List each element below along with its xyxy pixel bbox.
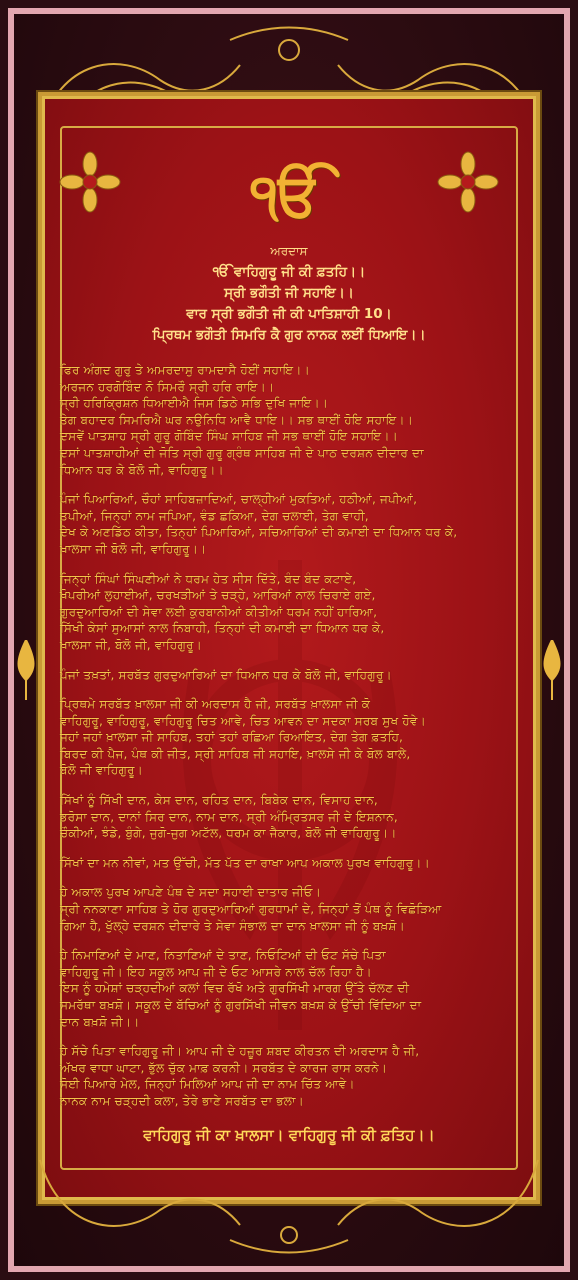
flower-ornament-right-icon bbox=[436, 150, 500, 214]
text-line: ਗਿਆ ਹੈ, ਖੁੱਲ੍ਹੇ ਦਰਸ਼ਨ ਦੀਦਾਰੇ ਤੇ ਸੇਵਾ ਸੰਭਾਲ ਦਾ ਦਾਨ ਖ਼ਾਲਸਾ ਜੀ ਨੂੰ ਬਖ਼ਸ਼ੋ। bbox=[60, 918, 405, 933]
text-line: ਇਸ ਨੂੰ ਹਮੇਸ਼ਾਂ ਚੜ੍ਹਦੀਆਂ ਕਲਾਂ ਵਿਚ ਰੱਖੋ ਅਤੇ ਗੁਰਸਿੱਖੀ ਮਾਰਗ ਉੱਤੇ ਚੱਲਣ ਦੀ bbox=[60, 981, 410, 996]
text-line: ਸਮਰੱਥਾ ਬਖ਼ਸ਼ੋ। ਸਕੂਲ ਦੇ ਬੱਚਿਆਂ ਨੂੰ ਗੁਰਸਿੱਖੀ ਜੀਵਨ ਬਖ਼ਸ਼ ਕੇ ਉੱਚੀ ਵਿੱਦਿਆ ਦਾ bbox=[60, 998, 422, 1012]
text-line: ਚੌਕੀਆਂ, ਝੰਡੇ, ਬੁੰਗੇ, ਜੁਗੋ-ਜੁਗ ਅਟੱਲ, ਧਰਮ ਕਾ ਜੈਕਾਰ, ਬੋਲੋ ਜੀ ਵਾਹਿਗੁਰੂ।। bbox=[60, 826, 397, 841]
paragraph bbox=[60, 855, 525, 872]
text-line: ਗੁਰਦੁਆਰਿਆਂ ਦੀ ਸੇਵਾ ਲਈ ਕੁਰਬਾਨੀਆਂ ਕੀਤੀਆਂ ਧਰਮ ਨਹੀਂ ਹਾਰਿਆ, bbox=[60, 604, 378, 619]
text-line: ਤਪੀਆਂ, ਜਿਨ੍ਹਾਂ ਨਾਮ ਜਪਿਆ, ਵੰਡ ਛਕਿਆ, ਦੇਗ ਚਲਾਈ, ਤੇਗ ਵਾਹੀ, bbox=[60, 508, 369, 523]
ik-onkar-symbol bbox=[230, 160, 342, 230]
text-line: ਸਿੱਖਾਂ ਦਾ ਮਨ ਨੀਵਾਂ, ਮਤ ਉੱਚੀ, ਮੱਤ ਪੱਤ ਦਾ ਰਾਖਾ ਆਪ ਅਕਾਲ ਪੁਰਖ ਵਾਹਿਗੁਰੂ।। bbox=[60, 855, 430, 870]
text-line: ਸ੍ਰੀ ਨਨਕਾਣਾ ਸਾਹਿਬ ਤੇ ਹੋਰ ਗੁਰਦੁਆਰਿਆਂ ਗੁਰਧਾਮਾਂ ਦੇ, ਜਿਨ੍ਹਾਂ ਤੋਂ ਪੰਥ ਨੂੰ ਵਿਛੋੜਿਆ bbox=[60, 902, 442, 917]
text-line: ਦਾਨ ਬਖ਼ਸ਼ੋ ਜੀ।। bbox=[60, 1014, 140, 1029]
paragraph bbox=[60, 667, 525, 684]
prayer-heading bbox=[0, 240, 578, 346]
paragraph bbox=[60, 1043, 525, 1109]
text-line: ਦਸਵੇਂ ਪਾਤਸ਼ਾਹ ਸ੍ਰੀ ਗੁਰੂ ਗੋਬਿੰਦ ਸਿੰਘ ਸਾਹਿਬ ਜੀ ਸਭ ਥਾਈਂ ਹੋਇ ਸਹਾਇ।। bbox=[60, 429, 398, 444]
paragraph bbox=[60, 571, 525, 654]
text-line: ਧਿਆਨ ਧਰ ਕੇ ਬੋਲੋ ਜੀ, ਵਾਹਿਗੁਰੂ।। bbox=[60, 462, 224, 477]
ik-onkar-text: ੴ bbox=[250, 161, 322, 229]
text-line: ਜਿਨ੍ਹਾਂ ਸਿੰਘਾਂ ਸਿੰਘਣੀਆਂ ਨੇ ਧਰਮ ਹੇਤ ਸੀਸ ਦਿੱਤੇ, ਬੰਦ ਬੰਦ ਕਟਾਏ, bbox=[60, 571, 357, 586]
text-line: ਪ੍ਰਿਥਮੇ ਸਰਬੱਤ ਖ਼ਾਲਸਾ ਜੀ ਕੀ ਅਰਦਾਸ ਹੈ ਜੀ, ਸਰਬੱਤ ਖ਼ਾਲਸਾ ਜੀ ਕੋ bbox=[60, 697, 371, 712]
text-line: ਪੰਜਾਂ ਤਖ਼ਤਾਂ, ਸਰਬੱਤ ਗੁਰਦੁਆਰਿਆਂ ਦਾ ਧਿਆਨ ਧਰ ਕੇ ਬੋਲੋ ਜੀ, ਵਾਹਿਗੁਰੂ। bbox=[60, 667, 392, 682]
paragraph bbox=[60, 792, 525, 842]
text-line: ਦੇਖ ਕੇ ਅਣਡਿੱਠ ਕੀਤਾ, ਤਿਨ੍ਹਾਂ ਪਿਆਰਿਆਂ, ਸਚਿਆਰਿਆਂ ਦੀ ਕਮਾਈ ਦਾ ਧਿਆਨ ਧਰ ਕੇ, bbox=[60, 525, 458, 540]
text-line: ਫਿਰ ਅੰਗਦ ਗੁਰੁ ਤੇ ਅਮਰਦਾਸੁ ਰਾਮਦਾਸੈ ਹੋਈਂ ਸਹਾਇ।। bbox=[60, 363, 310, 377]
paragraph bbox=[60, 696, 525, 779]
text-line: ਵਾਹਿਗੁਰੂ, ਵਾਹਿਗੁਰੂ, ਵਾਹਿਗੁਰੂ ਚਿਤ ਆਵੇ, ਚਿਤ ਆਵਨ ਦਾ ਸਦਕਾ ਸਰਬ ਸੁਖ ਹੋਵੇ। bbox=[60, 713, 426, 728]
prayer-body bbox=[60, 362, 525, 1110]
heading-line: ਵਾਰ ਸ੍ਰੀ ਭਗੌਤੀ ਜੀ ਕੀ ਪਾਤਿਸ਼ਾਹੀ 10। bbox=[186, 306, 392, 322]
text-line: ਬਿਰਦ ਕੀ ਪੈਜ, ਪੰਥ ਕੀ ਜੀਤ, ਸ੍ਰੀ ਸਾਹਿਬ ਜੀ ਸਹਾਇ, ਖ਼ਾਲਸੇ ਜੀ ਕੇ ਬੋਲ ਬਾਲੇ, bbox=[60, 746, 411, 761]
text-line: ਸਿੱਖਾਂ ਨੂੰ ਸਿੱਖੀ ਦਾਨ, ਕੇਸ ਦਾਨ, ਰਹਿਤ ਦਾਨ, ਬਿਬੇਕ ਦਾਨ, ਵਿਸਾਹ ਦਾਨ, bbox=[60, 793, 378, 808]
fleur-right-icon bbox=[540, 640, 564, 700]
text-line: ਬੋਲੋ ਜੀ ਵਾਹਿਗੁਰੂ। bbox=[60, 763, 143, 778]
text-line: ਵਾਹਿਗੁਰੂ ਜੀ। ਇਹ ਸਕੂਲ ਆਪ ਜੀ ਦੇ ਓਟ ਆਸਰੇ ਨਾਲ ਚੱਲ ਰਿਹਾ ਹੈ। bbox=[60, 964, 372, 979]
paragraph bbox=[60, 947, 525, 1030]
text-line: ਸੋਈ ਪਿਆਰੇ ਮੇਲ, ਜਿਨ੍ਹਾਂ ਮਿਲਿਆਂ ਆਪ ਜੀ ਦਾ ਨਾਮ ਚਿੱਤ ਆਵੇ। bbox=[60, 1077, 355, 1092]
closing-salutation: ਵਾਹਿਗੁਰੂ ਜੀ ਕਾ ਖ਼ਾਲਸਾ। ਵਾਹਿਗੁਰੂ ਜੀ ਕੀ ਫ਼ਤਿਹ।। bbox=[143, 1126, 435, 1144]
flower-ornament-left-icon bbox=[58, 150, 122, 214]
text-line: ਪੰਜਾਂ ਪਿਆਰਿਆਂ, ਚੌਹਾਂ ਸਾਹਿਬਜ਼ਾਦਿਆਂ, ਚਾਲ੍ਹੀਆਂ ਮੁਕਤਿਆਂ, ਹਠੀਆਂ, ਜਪੀਆਂ, bbox=[60, 492, 418, 507]
text-line: ਅਰਜਨ ਹਰਗੋਬਿੰਦ ਨੋ ਸਿਮਰੌ ਸ੍ਰੀ ਹਰਿ ਰਾਇ।। bbox=[60, 379, 275, 394]
text-line: ਸ੍ਰੀ ਹਰਿਕ੍ਰਿਸ਼ਨ ਧਿਆਈਐ ਜਿਸ ਡਿਠੇ ਸਭਿ ਦੁਖਿ ਜਾਇ।। bbox=[60, 396, 329, 411]
paragraph bbox=[60, 491, 525, 557]
ornament-bottom bbox=[30, 1150, 548, 1260]
heading-line: ਸ੍ਰੀ ਭਗੌਤੀ ਜੀ ਸਹਾਇ।। bbox=[224, 285, 354, 301]
text-line: ਨਾਨਕ ਨਾਮ ਚੜ੍ਹਦੀ ਕਲਾ, ਤੇਰੇ ਭਾਣੇ ਸਰਬੱਤ ਦਾ ਭਲਾ। bbox=[60, 1093, 304, 1108]
fleur-left-icon bbox=[14, 640, 38, 700]
text-line: ਭਰੋਸਾ ਦਾਨ, ਦਾਨਾਂ ਸਿਰ ਦਾਨ, ਨਾਮ ਦਾਨ, ਸ੍ਰੀ ਅੰਮ੍ਰਿਤਸਰ ਜੀ ਦੇ ਇਸ਼ਨਾਨ, bbox=[60, 809, 398, 824]
paragraph bbox=[60, 884, 525, 934]
text-line: ਖ਼ਾਲਸਾ ਜੀ ਬੋਲੋ ਜੀ, ਵਾਹਿਗੁਰੂ।। bbox=[60, 541, 207, 556]
text-line: ਅੱਖਰ ਵਾਧਾ ਘਾਟਾ, ਭੁੱਲ ਚੁੱਕ ਮਾਫ਼ ਕਰਨੀ। ਸਰਬੱਤ ਦੇ ਕਾਰਜ ਰਾਸ ਕਰਨੇ। bbox=[60, 1060, 388, 1075]
text-line: ਜਹਾਂ ਜਹਾਂ ਖ਼ਾਲਸਾ ਜੀ ਸਾਹਿਬ, ਤਹਾਂ ਤਹਾਂ ਰਛਿਆ ਰਿਆਇਤ, ਦੇਗ ਤੇਗ ਫ਼ਤਹਿ, bbox=[60, 730, 404, 745]
text-line: ਖੋਪਰੀਆਂ ਲੁਹਾਈਆਂ, ਚਰਖੜੀਆਂ ਤੇ ਚੜ੍ਹੇ, ਆਰਿਆਂ ਨਾਲ ਚਿਰਾਏ ਗਏ, bbox=[60, 588, 376, 603]
heading-line: ਪ੍ਰਿਥਮ ਭਗੌਤੀ ਸਿਮਰਿ ਕੈ ਗੁਰ ਨਾਨਕ ਲਈਂ ਧਿਆਇ।। bbox=[152, 327, 426, 343]
text-line: ਹੇ ਨਿਮਾਣਿਆਂ ਦੇ ਮਾਣ, ਨਿਤਾਣਿਆਂ ਦੇ ਤਾਣ, ਨਿਓਟਿਆਂ ਦੀ ਓਟ ਸੱਚੇ ਪਿਤਾ bbox=[60, 948, 386, 963]
text-line: ਹੇ ਅਕਾਲ ਪੁਰਖ ਆਪਣੇ ਪੰਥ ਦੇ ਸਦਾ ਸਹਾਈ ਦਾਤਾਰ ਜੀਓ। bbox=[60, 885, 322, 900]
text-line: ਤੇਗ ਬਹਾਦਰ ਸਿਮਰਿਐ ਘਰ ਨਉਨਿਧਿ ਆਵੈ ਧਾਇ।। ਸਭ ਥਾਈਂ ਹੋਇ ਸਹਾਇ।। bbox=[60, 412, 414, 427]
paragraph bbox=[60, 362, 525, 478]
text-line: ਦਸਾਂ ਪਾਤਸ਼ਾਹੀਆਂ ਦੀ ਜੋਤਿ ਸ੍ਰੀ ਗੁਰੂ ਗ੍ਰੰਥ ਸਾਹਿਬ ਜੀ ਦੇ ਪਾਠ ਦਰਸ਼ਨ ਦੀਦਾਰ ਦਾ bbox=[60, 445, 424, 460]
text-line: ਸਿੱਖੀ ਕੇਸਾਂ ਸੁਆਸਾਂ ਨਾਲ ਨਿਬਾਹੀ, ਤਿਨ੍ਹਾਂ ਦੀ ਕਮਾਈ ਦਾ ਧਿਆਨ ਧਰ ਕੇ, bbox=[60, 621, 385, 636]
heading-title: ਅਰਦਾਸ bbox=[270, 244, 308, 258]
text-line: ਹੇ ਸੱਚੇ ਪਿਤਾ ਵਾਹਿਗੁਰੂ ਜੀ। ਆਪ ਜੀ ਦੇ ਹਜ਼ੂਰ ਸ਼ਬਦ ਕੀਰਤਨ ਦੀ ਅਰਦਾਸ ਹੈ ਜੀ, bbox=[60, 1044, 420, 1059]
heading-line: ੴ ਵਾਹਿਗੁਰੂ ਜੀ ਕੀ ਫ਼ਤਹਿ।। bbox=[212, 264, 366, 280]
text-line: ਖ਼ਾਲਸਾ ਜੀ, ਬੋਲੋ ਜੀ, ਵਾਹਿਗੁਰੂ। bbox=[60, 637, 202, 652]
